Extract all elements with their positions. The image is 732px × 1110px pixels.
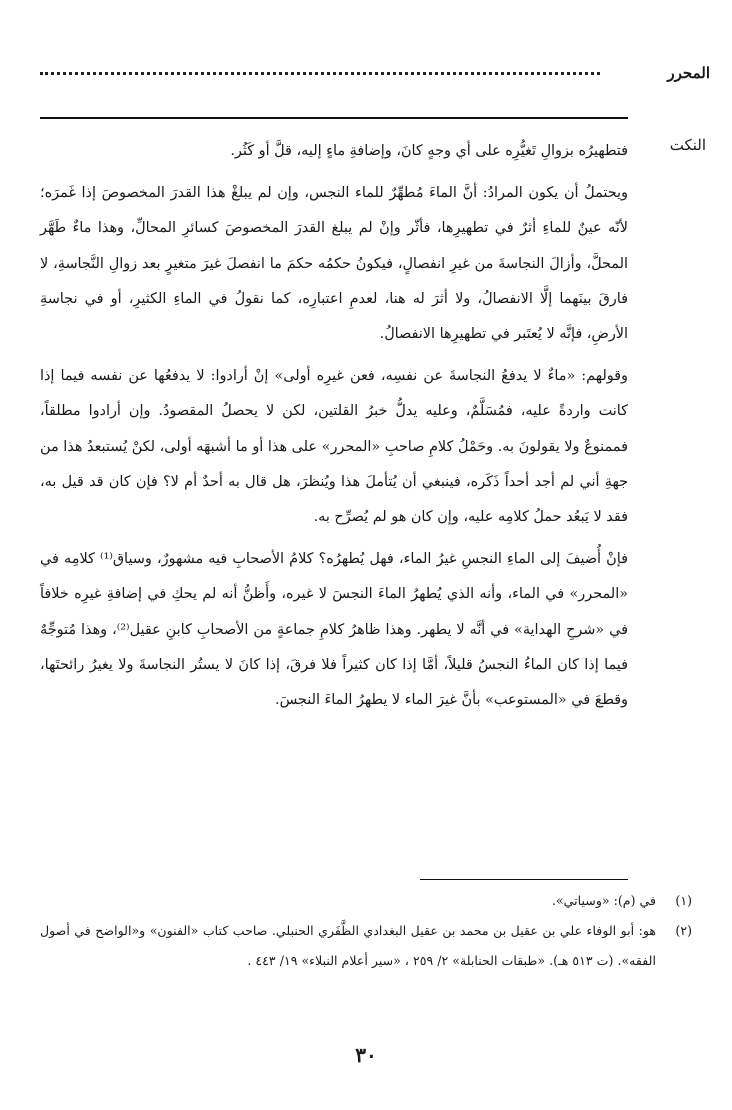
paragraph: ويحتملُ أن يكون المرادُ: أنَّ الماءَ مُطهِّرٌ للماء النجس، وإن لم يبلغْ هذا القدرَ المخصوصَ إذا غَمرَه؛ لأنّه عينٌ للماءِ أثرٌ في تطهيرِها، فأثّر وإنْ لم يبلغ القدرَ المخصوصَ كسائرِ المحالِّ، وهذا ماءٌ طَهَّر المحلَّ، وأزالَ النجاسةَ من غيرِ انفصالٍ، فيكونُ حكمُه حكمَ ما انفصلَ غيرَ متغيرٍ بعد زوالِ النَّجاسةِ، لا فارقَ بينَهما إلَّا الانفصالُ، ولا أثرَ له هنا، لعدمِ اعتبارِه، كما نقولُ في الماءِ الكثيرِ، أو في نجاسةِ الأرضِ، فإنَّه لا يُعتَبر في تطهيرِها الانفصالُ. <box>40 185 628 343</box>
footnote-text: في (م): «وسياتي». <box>551 893 656 908</box>
header-dotted-leader <box>40 72 600 75</box>
footnote-text: هو: أبو الوفاء علي بن عقيل بن محمد بن عقيل البغدادي الظَّفَري الحنبلي. صاحب كتاب «الفنون» و«الواضح في أصول الفقه». (ت ٥١٣ هـ). «طبقات الحنابلة» ٢/ ٢٥٩ ، «سير أعلام النبلاء» ١٩/ ٤٤٣ . <box>40 923 656 968</box>
paragraph: فإنْ أُضيفَ إلى الماءِ النجسِ غيرُ الماء، فهل يُطهرُه؟ كلامُ الأصحابِ فيه مشهورٌ، وسياق⁽¹⁾ كلامِه في «المحرر» في الماء، وأنه الذي يُطهرُ الماءَ النجسَ لا غيره، وأَظنُّ أنه لم يحكِ في إضافةِ غيرِه خلافاً في «شرحِ الهداية» في أنَّه لا يطهر. وهذا ظاهرُ كلامِ جماعةٍ من الأصحابِ كابنِ عقيل⁽²⁾، وهذا مُتوجِّهٌ فيما إذا كان الماءُ النجسُ قليلاً، أمَّا إذا كان كثيراً فلا فرقَ، إذا كانَ لا يستُر النجاسةَ ولا يغيرُ رائحتَها، وقطعَ في «المستوعب» بأنَّ غيرَ الماء لا يطهرُ الماءَ النجسَ. <box>40 551 629 709</box>
paragraph: فتطهيرُه بزوالِ تَغيُّرِه على أي وجهٍ كانَ، وإضافةِ ماءٍ إليه، قلَّ أو كَثُر. <box>230 143 628 159</box>
paragraph: وقولهم: «ماءٌ لا يدفعُ النجاسةَ عن نفسِه، فعن غيرِه أولى» إنْ أرادوا: لا يدفعُها عن نفسه فيما إذا كانت واردةً عليه، فمُسَلَّمٌ، وعليه يدلُّ خبرُ القلتين، لكن لا يحصلُ المقصودُ. وإن أرادوا مطلقاً، فممنوعٌ ولا يقولونَ به. وحَمْلُ كلامِ صاحبِ «المحرر» على هذا أو ما أشبهَه أولى، لكنْ يُستبعدُ هذا من جهةِ أني لم أجد أحداً ذَكَره، فينبغي أن يُتأملَ هذا ويُنظرَ، هل قال به أحدٌ أم لا؟ فإن كان قد قيل به، فقد لا يَبعُد حملُ كلامِه عليه، وإن كان هو لم يُصرِّح به. <box>40 368 628 526</box>
footnote <box>40 886 692 916</box>
footnote-number: (٢) <box>675 923 692 938</box>
header-section-label: المحرر <box>667 64 710 82</box>
header-rule <box>40 117 628 119</box>
footnotes <box>40 886 692 976</box>
footnote-rule <box>420 879 628 880</box>
main-text <box>40 134 628 725</box>
footnote-number: (١) <box>675 893 692 908</box>
page-number: ٣٠ <box>355 1043 377 1067</box>
side-label: النكت <box>669 136 706 154</box>
footnote <box>40 916 692 976</box>
